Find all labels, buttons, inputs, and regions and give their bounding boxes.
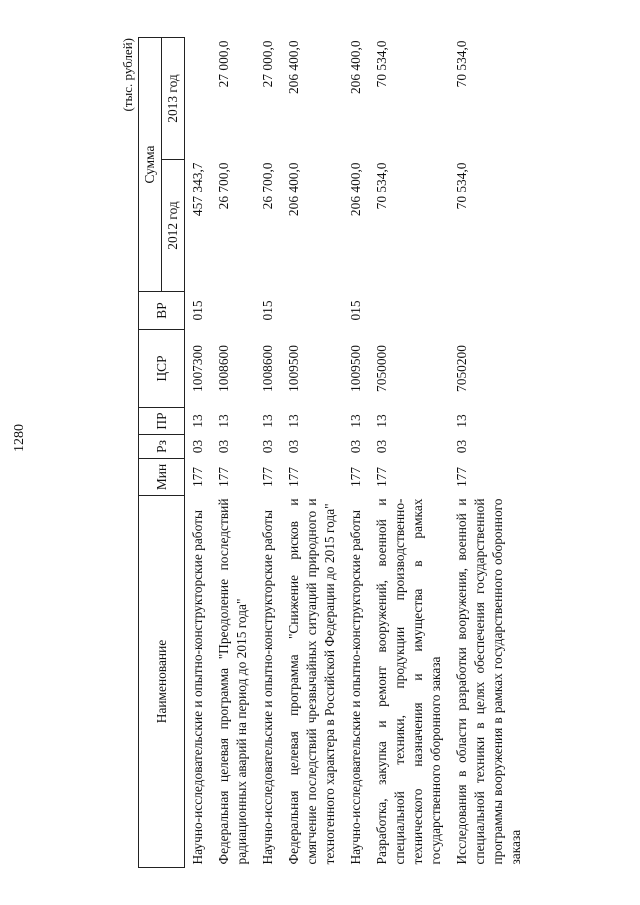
header-name: Наименование bbox=[139, 496, 185, 868]
row-rz: 03 bbox=[348, 439, 363, 454]
table-row bbox=[449, 37, 529, 867]
row-sum-2013: 27 000,0 bbox=[216, 40, 231, 88]
row-pr: 13 bbox=[216, 414, 231, 428]
row-rz: 03 bbox=[286, 439, 301, 454]
row-csr: 7050200 bbox=[454, 345, 469, 392]
header-vr: ВР bbox=[139, 292, 185, 330]
row-vr: 015 bbox=[190, 300, 205, 321]
row-min: 177 bbox=[348, 466, 363, 488]
table-row bbox=[255, 37, 281, 867]
row-pr: 13 bbox=[454, 414, 469, 428]
header-sum: Сумма bbox=[139, 37, 162, 291]
row-name: Научно-исследовательские и опытно-конструкторские работы bbox=[348, 510, 363, 865]
row-sum-2013: 27 000,0 bbox=[260, 40, 275, 88]
header-rz: Рз bbox=[139, 435, 185, 459]
row-sum-2012: 70 534,0 bbox=[374, 162, 389, 210]
row-sum-2013 bbox=[185, 37, 212, 159]
table-row bbox=[281, 37, 343, 867]
row-sum-2012: 206 400,0 bbox=[348, 162, 363, 217]
header-year-2012: 2012 год bbox=[162, 160, 185, 292]
rotated-page-content bbox=[120, 38, 540, 868]
row-rz: 03 bbox=[454, 439, 469, 454]
row-pr: 13 bbox=[190, 414, 205, 428]
row-pr: 13 bbox=[260, 414, 275, 428]
row-pr: 13 bbox=[374, 414, 389, 428]
row-vr bbox=[369, 292, 449, 330]
table-row bbox=[343, 37, 369, 867]
row-csr: 7050000 bbox=[374, 345, 389, 392]
row-csr: 1007300 bbox=[190, 345, 205, 392]
row-csr: 1009500 bbox=[348, 345, 363, 392]
row-rz: 03 bbox=[260, 439, 275, 454]
row-pr: 13 bbox=[286, 414, 301, 428]
row-min: 177 bbox=[260, 466, 275, 488]
row-name: Федеральная целевая программа "Снижение рисков и смягчение последствий чрезвычайных ситуаций природного и техногенного характера в Российской Федерации до 2015 года" bbox=[286, 498, 337, 865]
row-vr bbox=[281, 292, 343, 330]
row-sum-2012: 457 343,7 bbox=[190, 162, 205, 217]
row-sum-2013: 70 534,0 bbox=[374, 40, 389, 88]
row-sum-2013: 206 400,0 bbox=[348, 40, 363, 95]
row-rz: 03 bbox=[374, 439, 389, 454]
row-name: Исследования в области разработки вооружения, военной и специальной техники в целях обеспечения государственной программы вооружения в рамках государственного оборонного заказа bbox=[454, 498, 523, 865]
row-min: 177 bbox=[454, 466, 469, 488]
header-pr: ПР bbox=[139, 408, 185, 435]
row-min: 177 bbox=[374, 466, 389, 488]
budget-table bbox=[138, 37, 529, 868]
row-name: Научно-исследовательские и опытно-конструкторские работы bbox=[190, 510, 205, 865]
row-vr bbox=[211, 292, 255, 330]
row-sum-2012: 70 534,0 bbox=[454, 162, 469, 210]
row-vr: 015 bbox=[348, 300, 363, 321]
row-csr: 1008600 bbox=[216, 345, 231, 392]
row-min: 177 bbox=[190, 466, 205, 488]
table-row bbox=[211, 37, 255, 867]
header-year-2013: 2013 год bbox=[162, 37, 185, 159]
row-csr: 1008600 bbox=[260, 345, 275, 392]
page-number: 1280 bbox=[12, 424, 27, 452]
units-note: (тыс. рублей) bbox=[120, 38, 135, 112]
row-sum-2012: 206 400,0 bbox=[286, 162, 301, 217]
table-row bbox=[369, 37, 449, 867]
row-pr: 13 bbox=[348, 414, 363, 428]
row-rz: 03 bbox=[216, 439, 231, 454]
row-sum-2013: 206 400,0 bbox=[286, 40, 301, 95]
row-csr: 1009500 bbox=[286, 345, 301, 392]
header-csr: ЦСР bbox=[139, 330, 185, 408]
row-vr bbox=[449, 292, 529, 330]
row-vr: 015 bbox=[260, 300, 275, 321]
row-name: Научно-исследовательские и опытно-конструкторские работы bbox=[260, 510, 275, 865]
row-name: Разработка, закупка и ремонт вооружений, военной и специальной техники, продукции производственно-технического назначения и имущества в рамках государственного оборонного заказа bbox=[374, 498, 443, 865]
row-sum-2012: 26 700,0 bbox=[260, 162, 275, 210]
row-min: 177 bbox=[286, 466, 301, 488]
row-rz: 03 bbox=[190, 439, 205, 454]
table-row bbox=[185, 37, 212, 867]
row-min: 177 bbox=[216, 466, 231, 488]
row-sum-2012: 26 700,0 bbox=[216, 162, 231, 210]
header-min: Мин bbox=[139, 459, 185, 496]
row-sum-2013: 70 534,0 bbox=[454, 40, 469, 88]
row-name: Федеральная целевая программа "Преодоление последствий радиационных аварий на период до 2015 года" bbox=[216, 498, 249, 865]
